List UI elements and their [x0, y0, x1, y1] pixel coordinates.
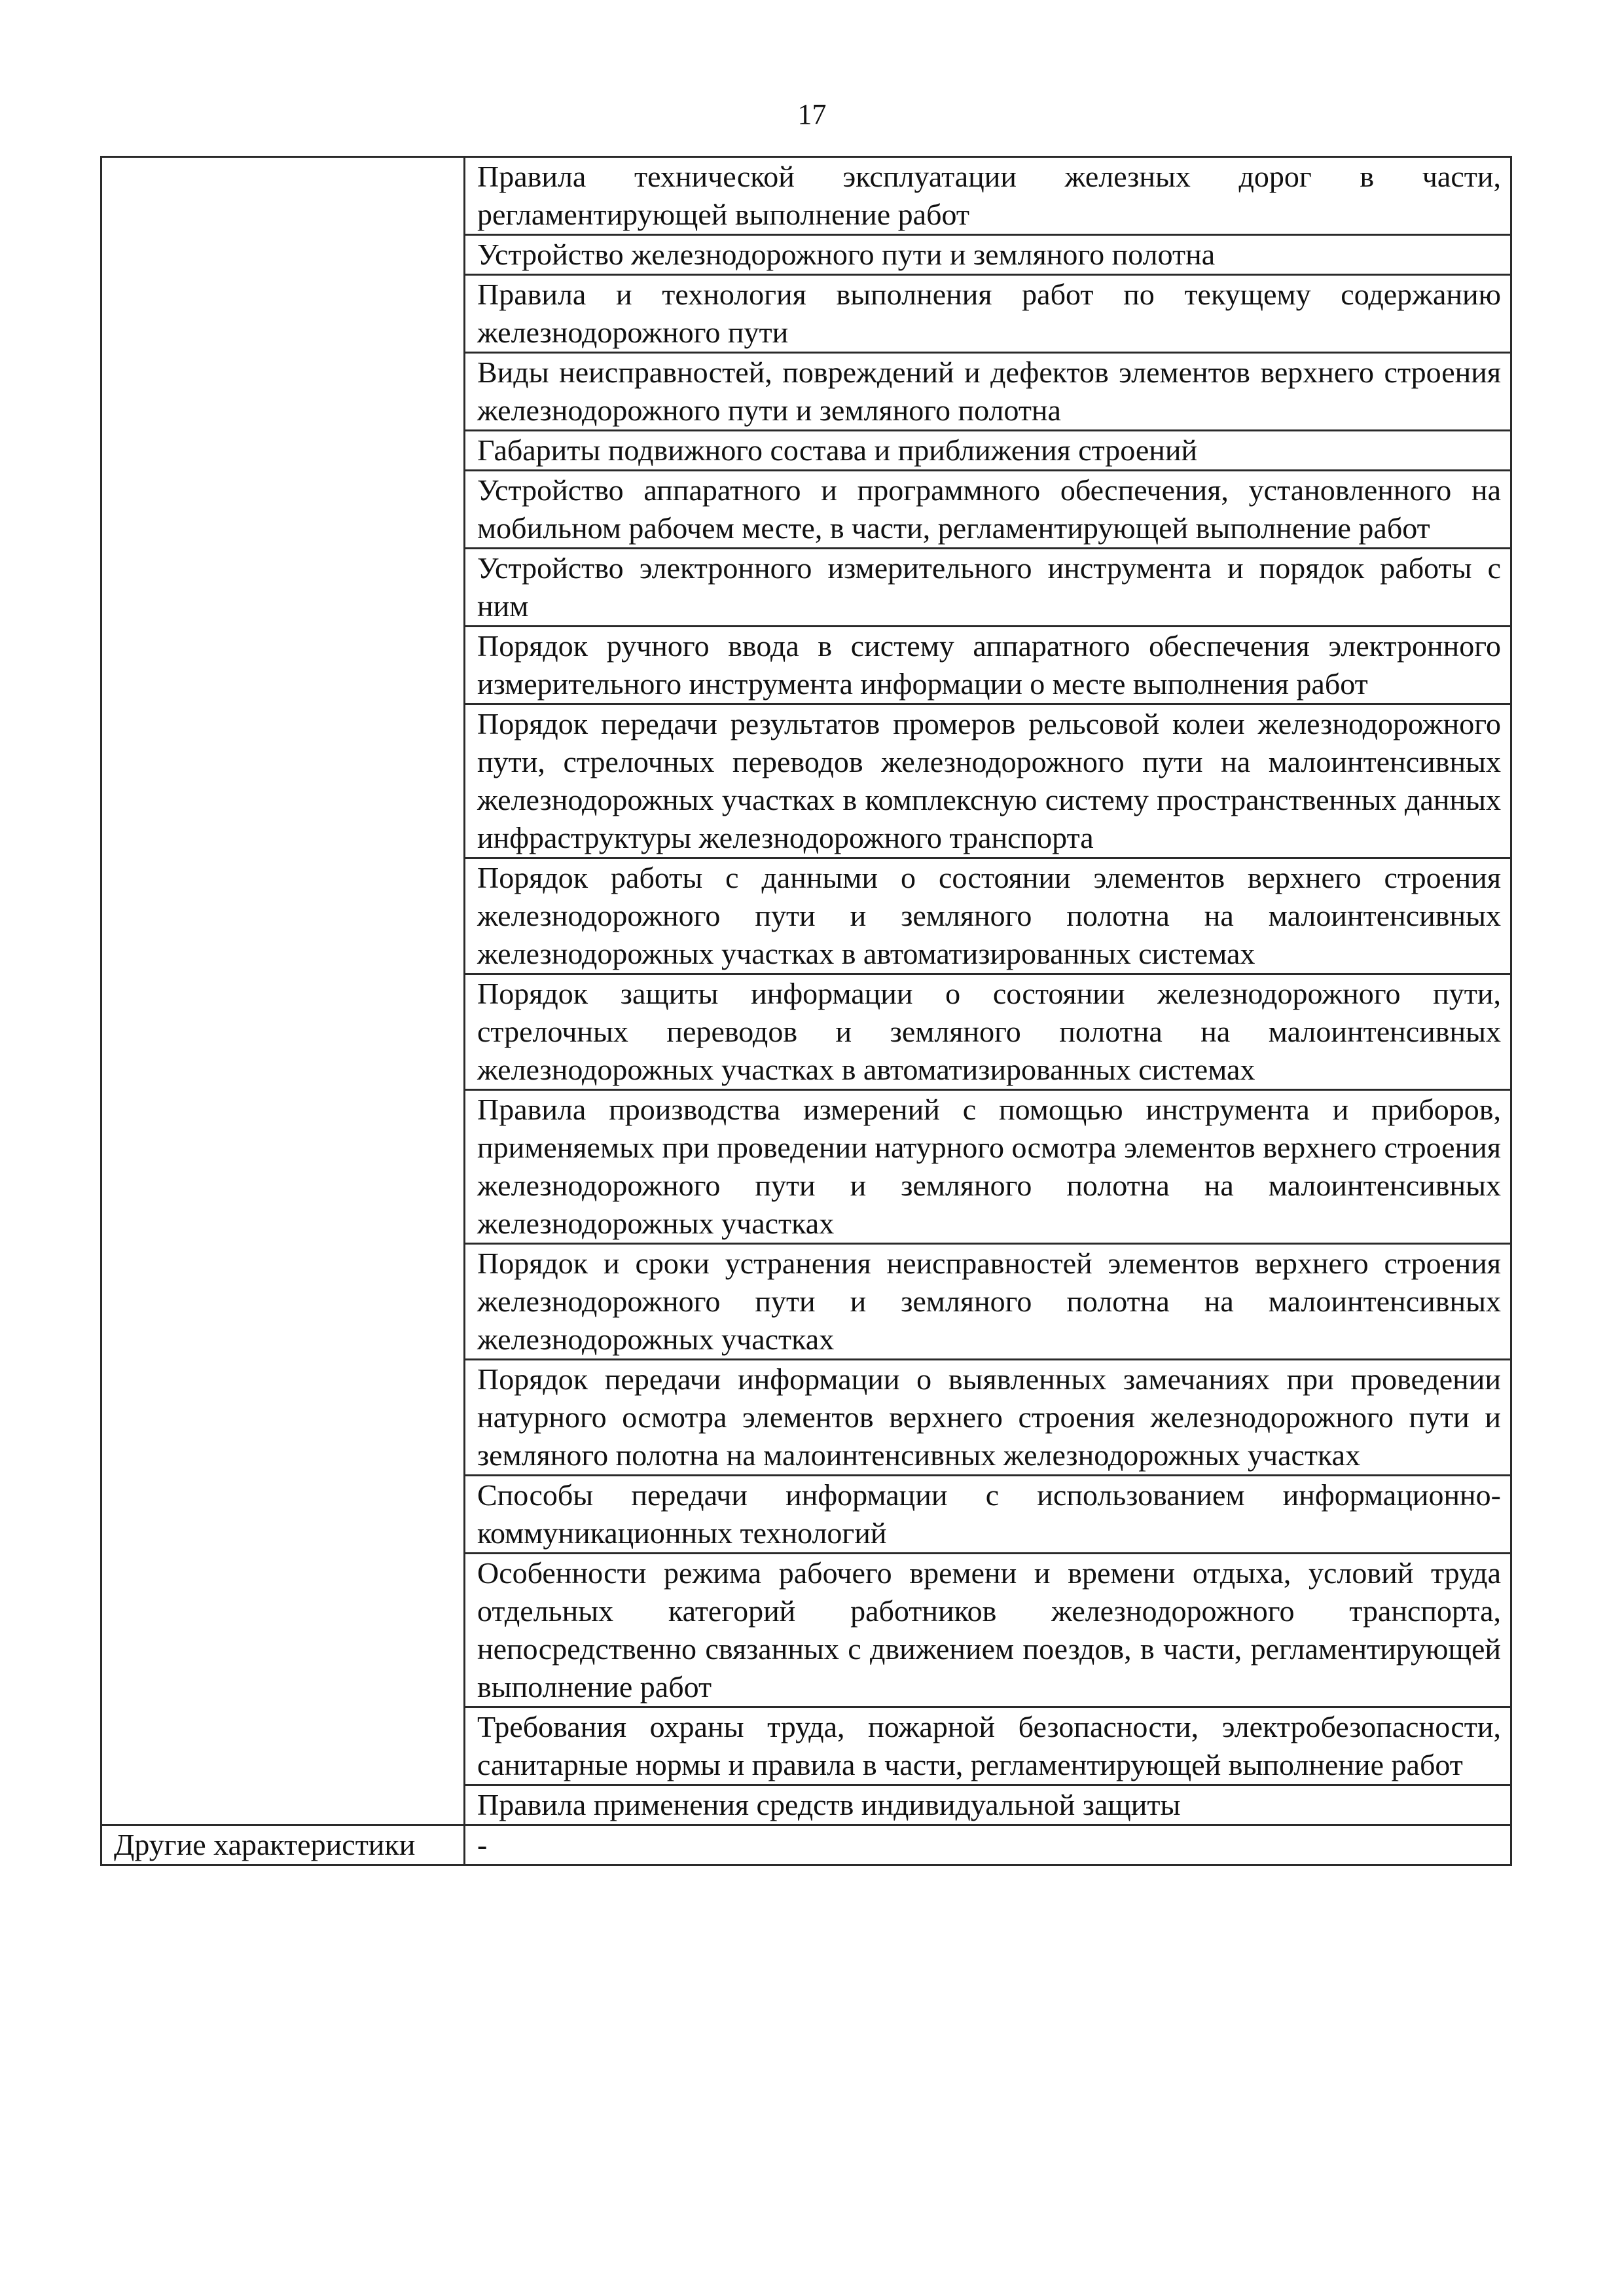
- knowledge-item: Особенности режима рабочего времени и времени отдыха, условий труда отдельных категорий работников железнодорожного транспорта, непосредственно связанных с движением поездов, в части, регламентирующей выполнение работ: [465, 1554, 1511, 1707]
- other-characteristics-label: Другие характеристики: [101, 1825, 465, 1865]
- knowledge-item: Правила технической эксплуатации железных дорог в части, регламентирующей выполнение работ: [465, 157, 1511, 235]
- page-number: 17: [797, 98, 827, 130]
- table-row: [101, 1825, 1511, 1865]
- other-characteristics-value: -: [465, 1825, 1511, 1865]
- knowledge-item: Правила применения средств индивидуальной защиты: [465, 1785, 1511, 1825]
- section-label-cell: [101, 157, 465, 1825]
- knowledge-item: Порядок работы с данными о состоянии элементов верхнего строения железнодорожного пути и земляного полотна на малоинтенсивных железнодорожных участках в автоматизированных системах: [465, 858, 1511, 974]
- knowledge-item: Порядок ручного ввода в систему аппаратного обеспечения электронного измерительного инструмента информации о месте выполнения работ: [465, 627, 1511, 704]
- knowledge-item: Устройство электронного измерительного инструмента и порядок работы с ним: [465, 549, 1511, 627]
- knowledge-item: Порядок передачи результатов промеров рельсовой колеи железнодорожного пути, стрелочных переводов железнодорожного пути на малоинтенсивных железнодорожных участках в комплексную систему пространственных данных инфраструктуры железнодорожного транспорта: [465, 704, 1511, 858]
- knowledge-item: Порядок и сроки устранения неисправностей элементов верхнего строения железнодорожного пути и земляного полотна на малоинтенсивных железнодорожных участках: [465, 1244, 1511, 1360]
- knowledge-item: Правила производства измерений с помощью инструмента и приборов, применяемых при проведении натурного осмотра элементов верхнего строения железнодорожного пути и земляного полотна на малоинтенсивных железнодорожных участках: [465, 1090, 1511, 1244]
- knowledge-item: Устройство железнодорожного пути и земляного полотна: [465, 235, 1511, 275]
- table-row: [101, 157, 1511, 235]
- knowledge-item: Правила и технология выполнения работ по текущему содержанию железнодорожного пути: [465, 275, 1511, 353]
- knowledge-item: Виды неисправностей, повреждений и дефектов элементов верхнего строения железнодорожного пути и земляного полотна: [465, 353, 1511, 431]
- requirements-table: [100, 156, 1512, 1866]
- knowledge-item: Порядок защиты информации о состоянии железнодорожного пути, стрелочных переводов и земляного полотна на малоинтенсивных железнодорожных участках в автоматизированных системах: [465, 974, 1511, 1090]
- knowledge-item: Требования охраны труда, пожарной безопасности, электробезопасности, санитарные нормы и правила в части, регламентирующей выполнение работ: [465, 1707, 1511, 1785]
- knowledge-item: Габариты подвижного состава и приближения строений: [465, 431, 1511, 471]
- knowledge-item: Устройство аппаратного и программного обеспечения, установленного на мобильном рабочем месте, в части, регламентирующей выполнение работ: [465, 471, 1511, 549]
- knowledge-item: Порядок передачи информации о выявленных замечаниях при проведении натурного осмотра элементов верхнего строения железнодорожного пути и земляного полотна на малоинтенсивных железнодорожных участках: [465, 1360, 1511, 1476]
- knowledge-item: Способы передачи информации с использованием информационно-коммуникационных технологий: [465, 1476, 1511, 1554]
